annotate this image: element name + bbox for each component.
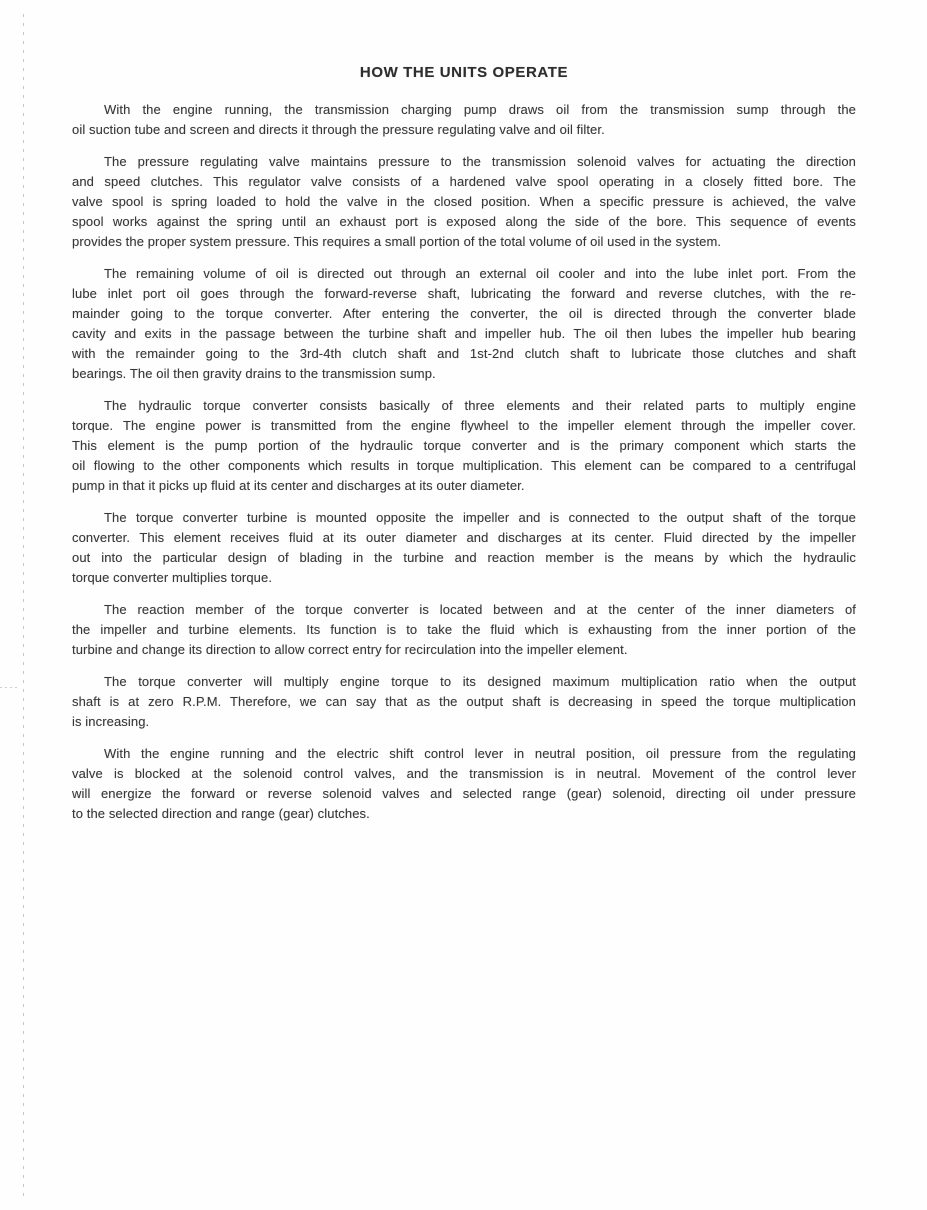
text-line: cavity and exits in the passage between the turbine shaft and impeller hub. The oil then lubes the impeller hub bearing (72, 326, 856, 341)
text-line: With the engine running, the transmission charging pump draws oil from the transmission sump through the (104, 102, 856, 117)
text-line: With the engine running and the electric shift control lever in neutral position, oil pressure from the regulating (104, 746, 856, 761)
text-line: turbine and change its direction to allow correct entry for recirculation into the impeller element. (72, 642, 628, 657)
text-line: The reaction member of the torque converter is located between and at the center of the inner diameters of (104, 602, 856, 617)
text-line: The torque converter turbine is mounted opposite the impeller and is connected to the output shaft of the torque (104, 510, 856, 525)
page-title: HOW THE UNITS OPERATE (359, 64, 569, 81)
text-line: bearings. The oil then gravity drains to the transmission sump. (72, 366, 436, 381)
text-line: is increasing. (72, 714, 150, 729)
text-line: will energize the forward or reverse solenoid valves and selected range (gear) solenoid, directing oil under pressure (72, 786, 856, 801)
text-line: lube inlet port oil goes through the forward-reverse shaft, lubricating the forward and reverse clutches, with the re- (72, 286, 856, 301)
text-line: shaft is at zero R.P.M. Therefore, we can say that as the output shaft is decreasing in speed the torque multiplication (72, 694, 856, 709)
paragraph-3 (72, 264, 856, 384)
text-line: pump in that it picks up fluid at its center and discharges at its outer diameter. (72, 478, 525, 493)
paragraph-1 (72, 100, 856, 140)
text-line: torque converter multiplies torque. (72, 570, 273, 585)
text-line: with the remainder going to the 3rd-4th clutch shaft and 1st-2nd clutch shaft to lubricate those clutches and shaft (72, 346, 856, 361)
text-line: spool works against the spring until an exhaust port is exposed along the side of the bore. This sequence of events (72, 214, 856, 229)
text-line: and speed clutches. This regulator valve consists of a hardened valve spool operating in a closely fitted bore. The (72, 174, 856, 189)
paragraph-6 (72, 600, 856, 660)
text-line: The pressure regulating valve maintains pressure to the transmission solenoid valves for actuating the direction (104, 154, 856, 169)
paragraph-8 (72, 744, 856, 824)
text-line: valve spool is spring loaded to hold the valve in the closed position. When a specific pressure is achieved, the valve (72, 194, 856, 209)
text-line: to the selected direction and range (gear) clutches. (72, 806, 370, 821)
text-line: oil flowing to the other components which results in torque multiplication. This element can be compared to a centrifugal (72, 458, 856, 473)
text-line: converter. This element receives fluid at its outer diameter and discharges at its center. Fluid directed by the impeller (72, 530, 856, 545)
paragraph-5 (72, 508, 856, 588)
text-line: oil suction tube and screen and directs it through the pressure regulating valve and oil filter. (72, 122, 605, 137)
text-line: The remaining volume of oil is directed out through an external oil cooler and into the lube inlet port. From the (104, 266, 856, 281)
paragraph-7 (72, 672, 856, 732)
scan-edge-artifact (23, 14, 24, 1198)
text-line: the impeller and turbine elements. Its function is to take the fluid which is exhausting from the inner portion of the (72, 622, 856, 637)
page-content (72, 64, 856, 836)
paragraph-4 (72, 396, 856, 496)
text-line: out into the particular design of blading in the turbine and reaction member is the means by which the hydraulic (72, 550, 856, 565)
text-line: This element is the pump portion of the hydraulic torque converter and is the primary component which starts the (72, 438, 856, 453)
text-line: valve is blocked at the solenoid control valves, and the transmission is in neutral. Movement of the control lever (72, 766, 856, 781)
fold-mark-artifact (0, 687, 18, 688)
text-line: The torque converter will multiply engine torque to its designed maximum multiplication ratio when the output (104, 674, 856, 689)
text-line: mainder going to the torque converter. After entering the converter, the oil is directed through the converter blade (72, 306, 856, 321)
paragraph-2 (72, 152, 856, 252)
text-line: torque. The engine power is transmitted from the engine flywheel to the impeller element through the impeller cover. (72, 418, 856, 433)
text-line: provides the proper system pressure. This requires a small portion of the total volume of oil used in the system. (72, 234, 722, 249)
text-line: The hydraulic torque converter consists basically of three elements and their related parts to multiply engine (104, 398, 856, 413)
